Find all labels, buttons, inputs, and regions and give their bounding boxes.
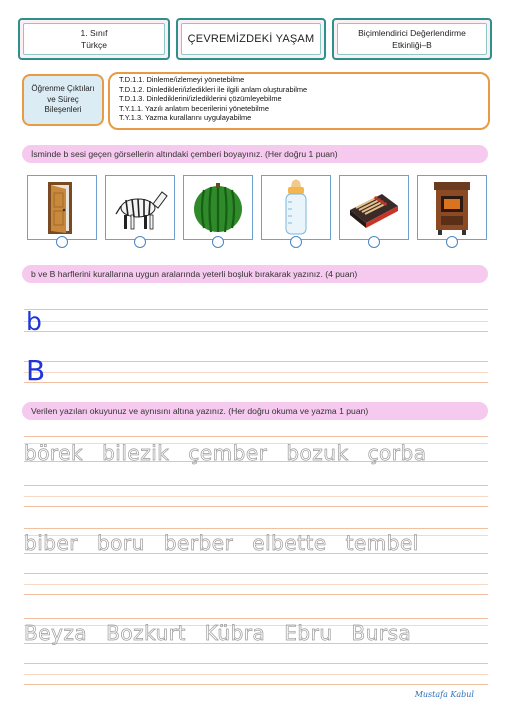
watermelon-picture [183,175,253,240]
tracing-word: tembel [345,531,419,555]
outcomes-label-box [22,74,104,126]
outcomes-list [108,72,490,130]
tracing-word: bozuk [286,441,349,465]
outcomes-label-line3: Bileşenleri [44,105,82,115]
answer-circle-matches[interactable] [368,236,380,248]
zebra-icon [106,176,174,239]
stove-picture [417,175,487,240]
outcome-item: T.D.1.3. Dinlediklerini/izlediklerini çözümleyebilme [119,94,282,104]
task3-instruction: Verilen yazıları okuyunuz ve aynısını altına yazınız. (Her doğru okuma ve yazma 1 puan) [22,402,488,420]
tracing-word: Ebru [284,621,333,645]
answer-circle-bottle[interactable] [290,236,302,248]
writing-line-1[interactable] [24,485,488,507]
grade-label: 1. Sınıf [80,28,108,38]
writing-line-uppercase[interactable] [24,361,488,383]
answer-circle-zebra[interactable] [134,236,146,248]
door-picture [27,175,97,240]
outcome-item: T.Y.1.1. Yazılı anlatım becerilerini yönetebilme [119,103,269,113]
tracing-word: biber [24,531,78,555]
task1-instruction: İsminde b sesi geçen görsellerin altındaki çemberi boyayınız. (Her doğru 1 puan) [22,145,488,163]
stove-icon [418,176,486,239]
tracing-word: börek [24,441,84,465]
outcomes-label-line2: ve Süreç [47,94,79,104]
tracing-word: Bozkurt [106,621,186,645]
uppercase-b-sample: B [26,354,46,387]
zebra-picture [105,175,175,240]
outcome-item: T.D.1.2. Dinledikleri/izledikleri ile ilgili anlam oluşturabilme [119,84,308,94]
answer-circle-watermelon[interactable] [212,236,224,248]
tracing-word: Kübra [204,621,266,645]
matches-picture [339,175,409,240]
activity-type-line2: Etkinliği–B [392,40,432,50]
outcomes-label-line1: Öğrenme Çıktıları [31,84,95,94]
tracing-word: berber [163,531,234,555]
tracing-words-row-1 [24,440,488,466]
baby-bottle-picture [261,175,331,240]
tracing-word: bilezik [102,441,170,465]
tracing-word: boru [96,531,145,555]
lowercase-b-sample: b [26,307,42,336]
author-signature: Mustafa Kabul [414,690,474,699]
answer-circle-door[interactable] [56,236,68,248]
activity-type-box [332,18,492,60]
door-icon [28,176,96,239]
class-info-box [18,18,170,60]
answer-circle-stove[interactable] [446,236,458,248]
baby-bottle-icon [262,176,330,239]
tracing-word: Beyza [24,621,88,645]
writing-line-lowercase[interactable] [24,307,488,336]
watermelon-icon [184,176,252,239]
outcome-item: T.D.1.1. Dinleme/izlemeyi yönetebilme [119,75,245,84]
tracing-word: çember [188,441,268,465]
tracing-word: çorba [367,441,427,465]
matches-icon [340,176,408,239]
writing-line-2[interactable] [24,573,488,595]
page-title: ÇEVREMİZDEKİ YAŞAM [187,33,315,45]
activity-type-line1: Biçimlendirici Değerlendirme [358,28,466,38]
tracing-words-row-3 [24,620,488,646]
tracing-word: Bursa [351,621,412,645]
outcome-item: T.Y.1.3. Yazma kurallarını uygulayabilme [119,113,252,123]
writing-line-3[interactable] [24,663,488,685]
title-box [176,18,326,60]
tracing-words-row-2 [24,530,488,556]
subject-label: Türkçe [81,40,107,50]
task2-instruction: b ve B harflerini kurallarına uygun aralarında yeterli boşluk bırakarak yazınız. (4 puan) [22,265,488,283]
tracing-word: elbette [252,531,327,555]
